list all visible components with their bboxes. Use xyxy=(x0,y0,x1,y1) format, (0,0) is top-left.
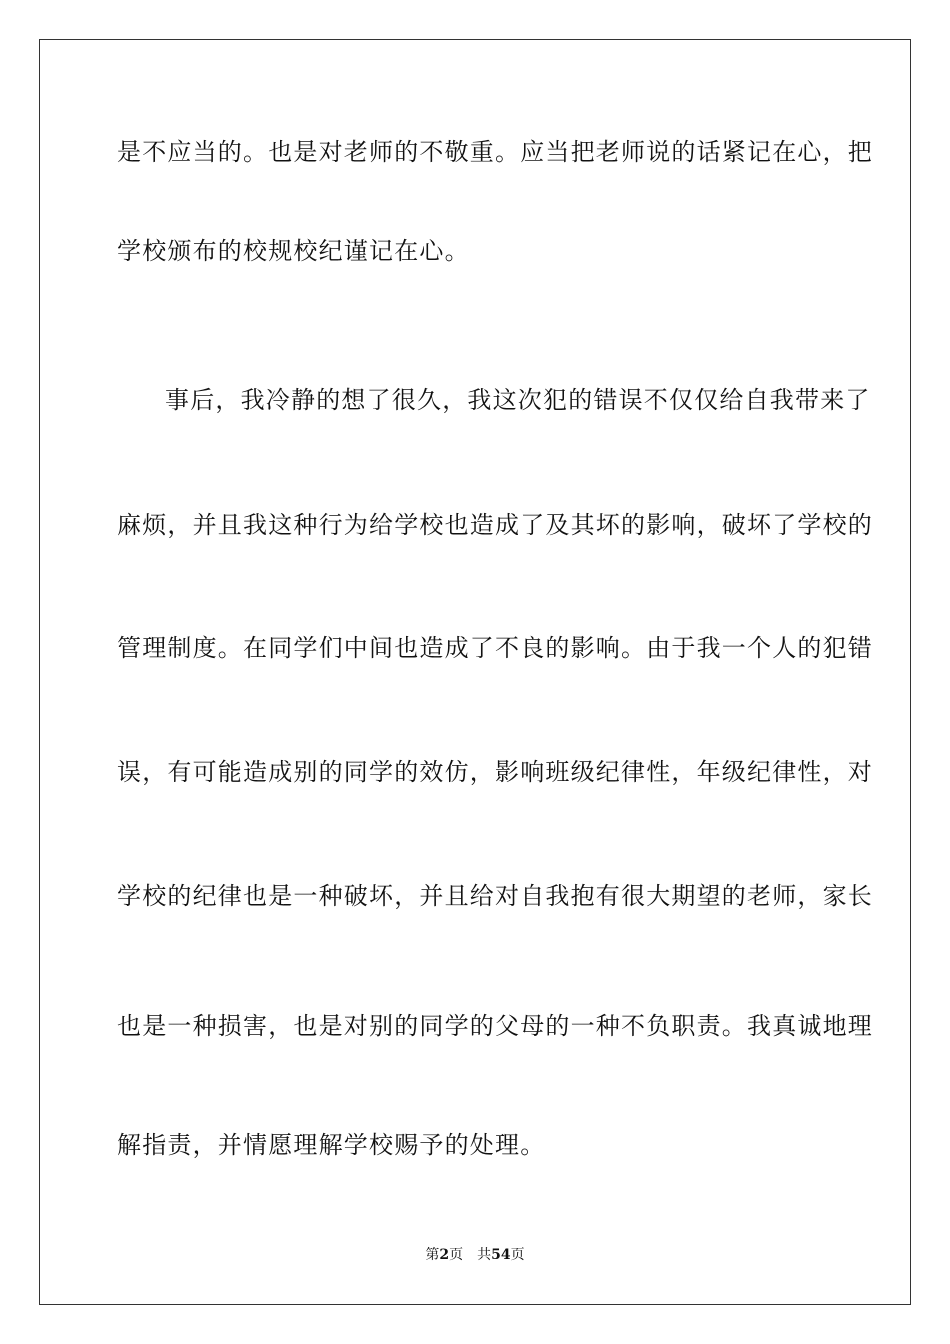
page-suffix: 页 xyxy=(449,1247,464,1263)
body-text-line: 解指责，并情愿理解学校赐予的处理。 xyxy=(117,1131,546,1159)
total-prefix: 共 xyxy=(477,1247,492,1263)
page-border xyxy=(39,39,911,1305)
body-text-line: 学校的纪律也是一种破坏，并且给对自我抱有很大期望的老师，家长 xyxy=(117,882,873,910)
body-text-line: 学校颁布的校规校纪谨记在心。 xyxy=(117,237,470,265)
body-text-line: 是不应当的。也是对老师的不敬重。应当把老师说的话紧记在心，把 xyxy=(117,138,873,166)
page-number: 2 xyxy=(439,1247,450,1263)
paragraph-first-line: 事后，我冷静的想了很久，我这次犯的错误不仅仅给自我带来了 xyxy=(165,386,871,414)
page-prefix: 第 xyxy=(425,1247,440,1263)
page-footer xyxy=(0,1246,950,1264)
body-text-line: 管理制度。在同学们中间也造成了不良的影响。由于我一个人的犯错 xyxy=(117,634,873,662)
body-text-line: 麻烦，并且我这种行为给学校也造成了及其坏的影响，破坏了学校的 xyxy=(117,511,873,539)
total-pages: 54 xyxy=(491,1247,511,1263)
body-text-line: 误，有可能造成别的同学的效仿，影响班级纪律性，年级纪律性，对 xyxy=(117,758,873,786)
body-text-line: 也是一种损害，也是对别的同学的父母的一种不负职责。我真诚地理 xyxy=(117,1012,873,1040)
total-suffix: 页 xyxy=(510,1247,525,1263)
